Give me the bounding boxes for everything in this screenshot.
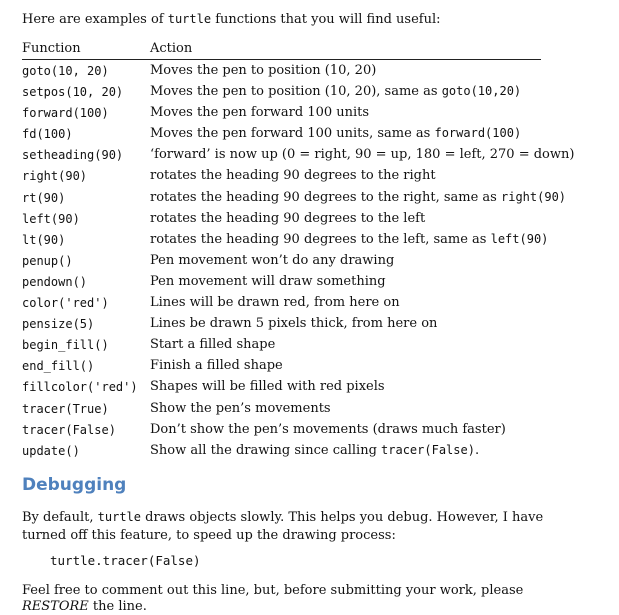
action-cell [150, 400, 331, 417]
intro-line [22, 10, 441, 29]
function-cell: tracer(True) [22, 401, 109, 416]
function-cell: begin_fill() [22, 338, 109, 353]
action-code: left(90) [490, 231, 549, 246]
para2-emphasis: RESTORE [22, 599, 89, 614]
para2-suffix: the line. [88, 599, 147, 614]
table-row [22, 355, 541, 376]
function-cell: setheading(90) [22, 148, 124, 163]
function-cell: pensize(5) [22, 317, 95, 332]
header-function: Function [22, 41, 81, 56]
action-text: Start a filled shape [150, 337, 276, 353]
debugging-heading: Debugging [22, 475, 127, 495]
action-text: Show the pen’s movements [150, 400, 331, 416]
table-row [22, 398, 541, 419]
action-text: rotates the heading 90 degrees to the right [150, 168, 436, 184]
function-cell: lt(90) [22, 232, 66, 247]
table-row [22, 229, 549, 250]
function-cell: update() [22, 443, 80, 458]
action-cell [150, 167, 436, 184]
action-text: Lines be drawn 5 pixels thick, from here on [150, 316, 438, 332]
para2-prefix: Feel free to comment out this line, but, before submitting your work, please [22, 583, 524, 598]
action-cell [150, 336, 275, 353]
table-row [22, 102, 541, 123]
action-text: Lines will be drawn red, from here on [150, 295, 400, 311]
function-cell: goto(10, 20) [22, 64, 109, 78]
para1-suffix: draws objects slowly. This helps you debug. However, I have turned off this feature, to speed up the drawing process: [22, 510, 544, 543]
function-cell: right(90) [22, 169, 88, 184]
table-row [22, 271, 541, 292]
debugging-paragraph [22, 508, 582, 545]
table-row [22, 144, 575, 165]
action-cell [150, 104, 369, 121]
action-cell [150, 62, 376, 79]
table-row [22, 250, 541, 271]
table-row [22, 376, 541, 397]
action-cell [150, 83, 521, 100]
function-table [22, 40, 575, 461]
intro-suffix: functions that you will find useful: [211, 12, 441, 27]
intro-code: turtle [167, 12, 212, 26]
action-text: rotates the heading 90 degrees to the left [150, 210, 426, 226]
table-header [22, 40, 541, 60]
table-row [22, 187, 567, 208]
function-cell: pendown() [22, 274, 88, 289]
action-code: forward(100) [434, 126, 522, 141]
table-row [22, 440, 541, 461]
action-text: Shapes will be filled with red pixels [150, 379, 385, 395]
action-text: Pen movement will draw something [150, 273, 386, 289]
table-row [22, 313, 541, 334]
action-cell [150, 252, 394, 269]
table-row [22, 81, 541, 102]
table-row [22, 292, 541, 313]
header-action: Action [150, 41, 193, 56]
function-cell: tracer(False) [22, 422, 116, 437]
action-text: Moves the pen forward 100 units, same as [150, 126, 435, 142]
action-text: Moves the pen to position (10, 20) [150, 63, 377, 78]
function-cell: penup() [22, 253, 73, 268]
table-row [22, 60, 541, 81]
action-text: Finish a filled shape [150, 358, 283, 374]
function-cell: rt(90) [22, 190, 66, 205]
table-row [22, 208, 541, 229]
restore-paragraph [22, 583, 582, 615]
action-cell [150, 273, 386, 290]
action-text: Moves the pen forward 100 units [150, 105, 370, 121]
function-cell: setpos(10, 20) [22, 85, 124, 100]
action-cell [150, 357, 283, 374]
code-line: turtle.tracer(False) [50, 553, 201, 568]
action-cell [150, 146, 574, 163]
action-text: . [474, 442, 480, 458]
function-cell: color('red') [22, 296, 109, 311]
function-cell: fillcolor('red') [22, 380, 138, 395]
action-text: Moves the pen to position (10, 20), same as [150, 84, 442, 100]
function-cell: left(90) [22, 211, 80, 226]
action-text: Pen movement won’t do any drawing [150, 252, 395, 268]
action-cell [150, 315, 437, 332]
action-cell [150, 231, 548, 248]
function-cell: forward(100) [22, 106, 109, 121]
table-row [22, 419, 541, 440]
action-cell [150, 442, 479, 459]
para1-prefix: By default, [22, 510, 98, 525]
action-cell [150, 378, 385, 395]
action-cell [150, 294, 400, 311]
function-cell: end_fill() [22, 359, 95, 374]
action-cell [150, 210, 425, 227]
action-text: Don’t show the pen’s movements (draws much faster) [150, 421, 506, 437]
action-code: goto(10,20) [441, 84, 522, 99]
table-row [22, 165, 541, 186]
action-text: Show all the drawing since calling [150, 442, 382, 458]
action-cell [150, 421, 506, 438]
action-text: ‘forward’ is now up (0 = right, 90 = up, 180 = left, 270 = down) [150, 147, 575, 163]
intro-prefix: Here are examples of [22, 12, 168, 27]
table-row [22, 334, 541, 355]
table-row [22, 123, 541, 144]
action-cell [150, 125, 521, 142]
action-cell [150, 189, 566, 206]
function-cell: fd(100) [22, 127, 73, 142]
para1-code: turtle [97, 510, 141, 524]
action-code: tracer(False) [381, 442, 475, 457]
table-body [22, 60, 575, 461]
action-text: rotates the heading 90 degrees to the right, same as [150, 189, 501, 205]
action-text: rotates the heading 90 degrees to the left, same as [150, 231, 491, 247]
action-code: right(90) [501, 189, 567, 204]
